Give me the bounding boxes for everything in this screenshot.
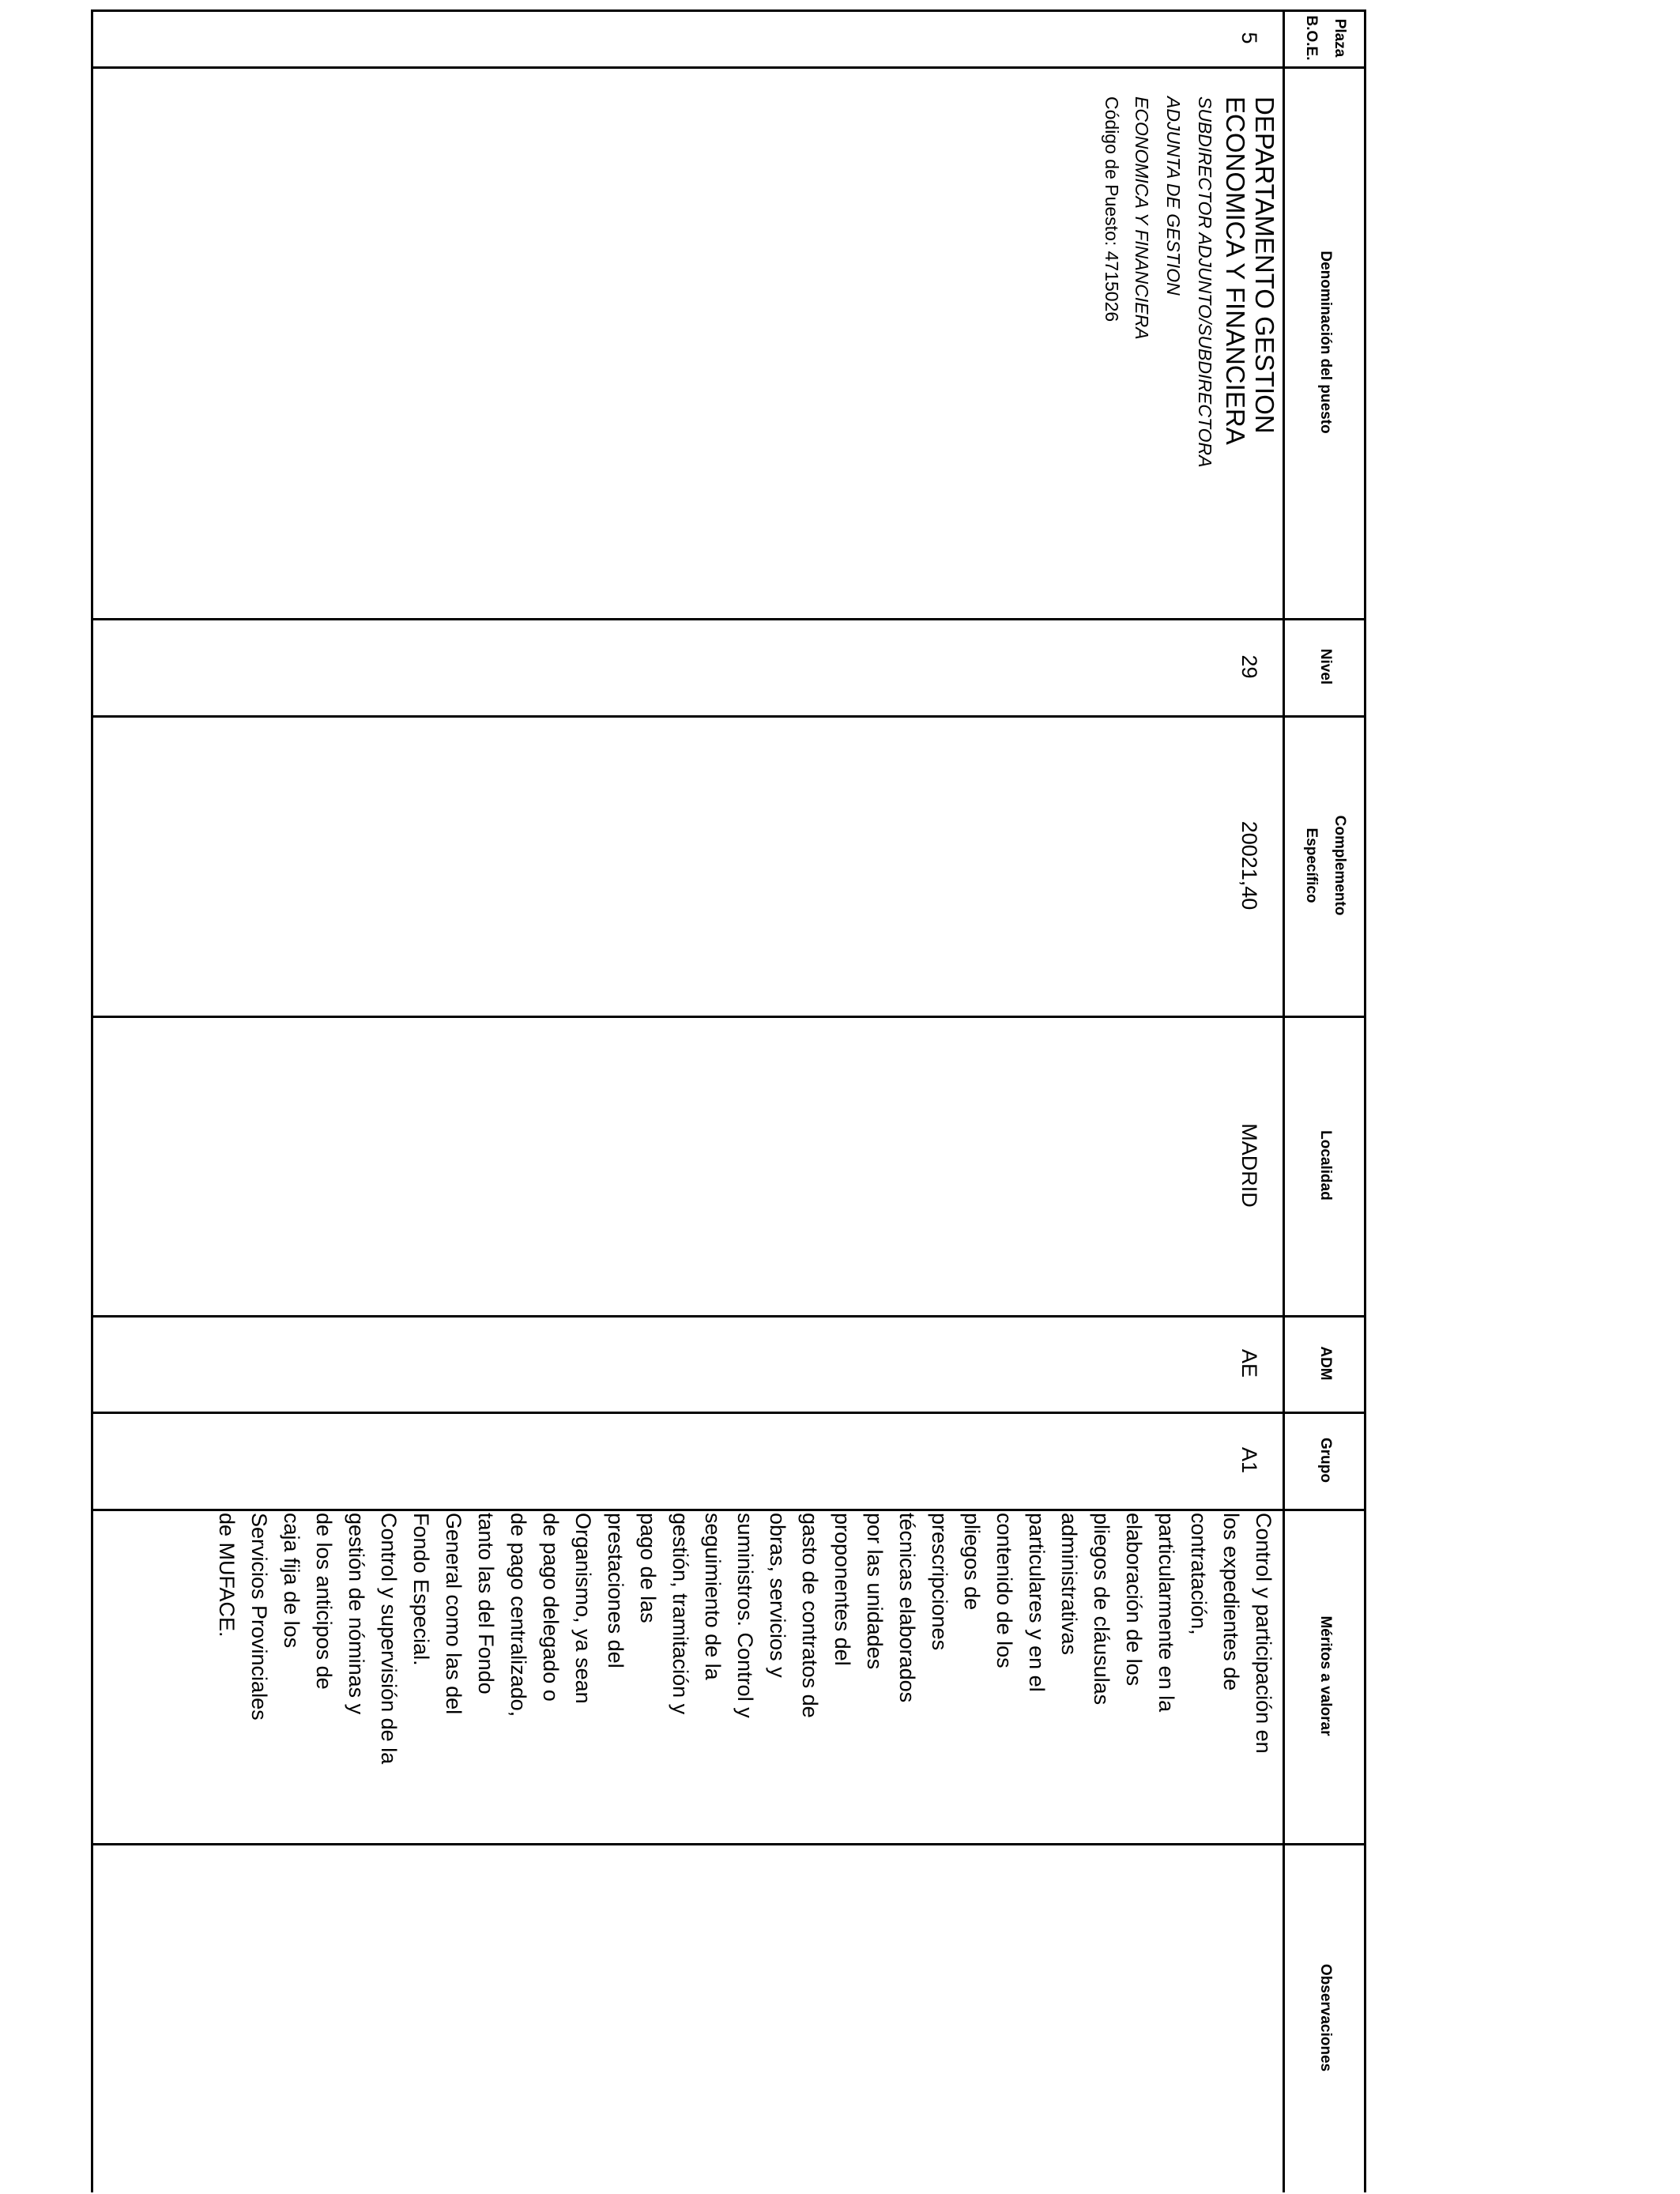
cell-plaza: 5	[1237, 32, 1261, 44]
merit-line: gestión de nóminas y	[345, 1513, 368, 1715]
cell-grupo: A1	[1237, 1446, 1261, 1474]
merit-line: prescripciones	[928, 1513, 951, 1651]
merit-line: tanto las del Fondo	[474, 1513, 498, 1695]
table-bottom-border	[91, 9, 93, 2192]
header-plaza: Plaza	[1332, 18, 1349, 58]
cell-adm: AE	[1237, 1348, 1261, 1378]
col-separator	[91, 715, 1366, 718]
merit-line: pliegos de cláusulas	[1090, 1513, 1113, 1706]
header-grupo: Grupo	[1317, 1438, 1335, 1483]
merit-line: técnicas elaborados	[895, 1513, 919, 1703]
header-boe: B.O.E.	[1303, 15, 1320, 61]
merit-line: pago de las	[636, 1513, 660, 1623]
merit-line: General como las del	[442, 1513, 465, 1715]
merit-line: gasto de contratos de	[798, 1513, 822, 1718]
col-separator	[91, 1412, 1366, 1414]
merit-line: Organismo, ya sean	[571, 1513, 595, 1704]
table-left-border	[91, 9, 1366, 12]
col-separator	[91, 1315, 1366, 1318]
position-line: ECONOMICA Y FINANCIERA	[1132, 96, 1152, 340]
merit-line: pliegos de	[960, 1513, 984, 1611]
merit-line: Servicios Provinciales	[247, 1513, 271, 1721]
cell-meritos	[210, 1513, 1279, 1841]
header-nivel: Nivel	[1317, 648, 1335, 685]
header-especifico: Específico	[1303, 827, 1320, 903]
header-complemento: Complemento	[1332, 815, 1349, 916]
merit-line: caja fija de los	[280, 1513, 303, 1649]
merit-line: elaboración de los	[1122, 1513, 1146, 1687]
cell-nivel: 29	[1237, 654, 1261, 679]
merit-line: proponentes del	[831, 1513, 854, 1666]
merit-line: suministros. Control y	[733, 1513, 757, 1718]
department-name	[1221, 96, 1279, 610]
merit-line: de MUFACE.	[215, 1513, 239, 1638]
department-line: ECONOMICA Y FINANCIERA	[1221, 96, 1250, 445]
position-line: ADJUNTA DE GESTION	[1163, 96, 1184, 296]
merit-line: contratación,	[1187, 1513, 1211, 1635]
header-localidad: Localidad	[1317, 1130, 1335, 1201]
header-complemento-especifico	[1285, 715, 1366, 1016]
position-title	[1126, 96, 1221, 610]
merit-line: particularmente en la	[1155, 1513, 1178, 1713]
col-separator	[91, 618, 1366, 620]
merit-line: por las unidades	[863, 1513, 887, 1670]
col-separator	[91, 1843, 1366, 1845]
merit-line: administrativas	[1057, 1513, 1081, 1656]
cell-denominacion	[1098, 96, 1279, 610]
col-separator	[91, 66, 1366, 69]
merit-line: contenido de los	[993, 1513, 1016, 1668]
merit-line: los expedientes de	[1219, 1513, 1243, 1691]
position-line: SUBDIRECTOR ADJUNTO/SUBDIRECTORA	[1195, 96, 1215, 468]
merit-line: seguimiento de la	[701, 1513, 725, 1680]
header-denominacion: Denominación del puesto	[1317, 251, 1335, 434]
col-separator	[91, 1016, 1366, 1018]
cell-complemento: 20021,40	[1237, 820, 1261, 910]
header-meritos: Méritos a valorar	[1317, 1615, 1335, 1736]
merit-line: Fondo Especial.	[409, 1513, 433, 1666]
merit-line: de pago centralizado,	[507, 1513, 530, 1717]
merit-line: Control y supervisión de la	[377, 1513, 401, 1765]
job-positions-table	[91, 9, 1366, 2192]
merit-line: gestión, tramitación y	[669, 1513, 692, 1715]
position-code: Código de Puesto: 4715026	[1102, 96, 1122, 322]
col-separator	[91, 1509, 1366, 1511]
merit-line: prestaciones del	[604, 1513, 627, 1668]
merit-line: Control y participación en	[1252, 1513, 1275, 1754]
merit-line: de los anticipos de	[312, 1513, 336, 1690]
cell-localidad: MADRID	[1237, 1123, 1261, 1208]
merit-line: obras, servicios y	[766, 1513, 789, 1678]
merit-line: particulares y en el	[1025, 1513, 1049, 1692]
header-plaza-boe	[1285, 9, 1366, 66]
header-adm: ADM	[1317, 1346, 1335, 1381]
merit-line: de pago delegado o	[539, 1513, 563, 1702]
department-line: DEPARTAMENTO GESTION	[1250, 96, 1279, 434]
header-observaciones: Observaciones	[1317, 1963, 1335, 2072]
